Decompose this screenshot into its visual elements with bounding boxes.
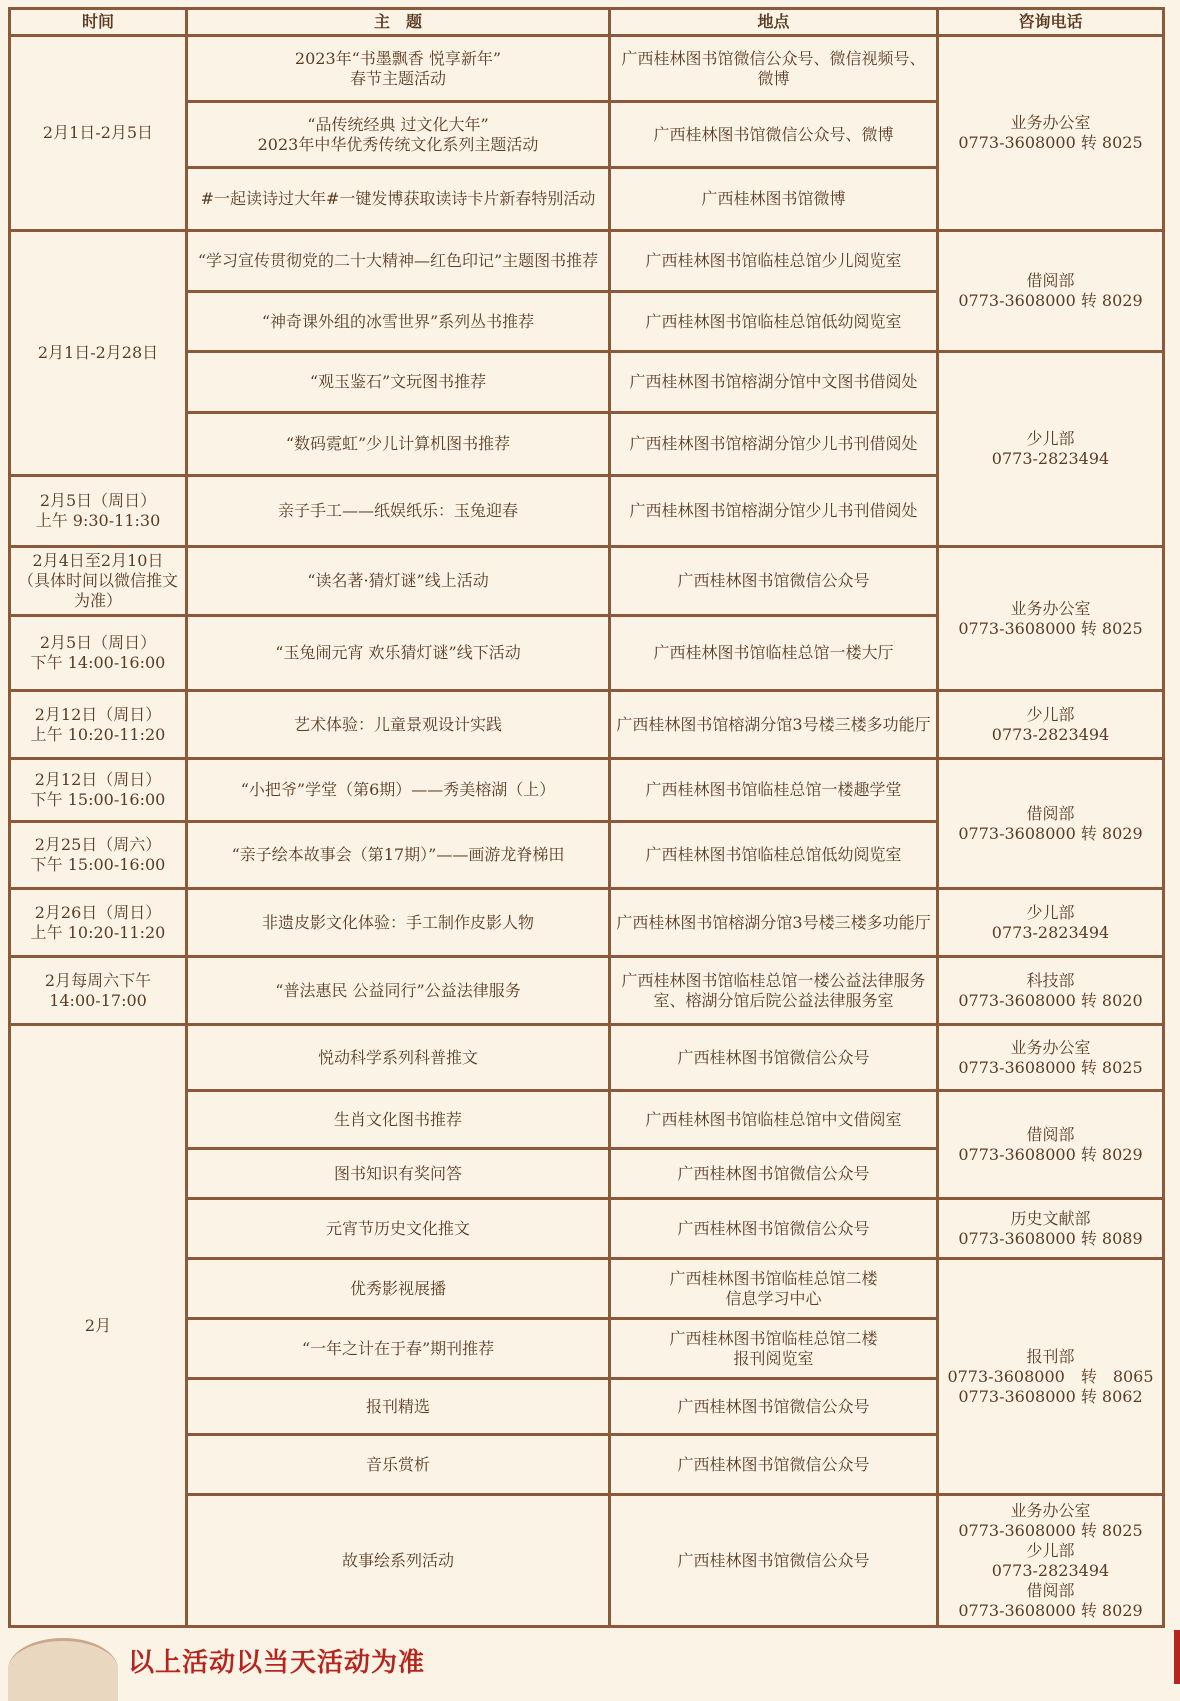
- header-topic: 主 题: [187, 9, 610, 36]
- topic-cell: “观玉鉴石”文玩图书推荐: [187, 352, 610, 413]
- time-cell: 2月5日（周日） 下午 14:00-16:00: [10, 616, 187, 691]
- phone-cell: 业务办公室 0773-3608000 转 8025 少儿部 0773-2823494 借阅部 0773-3608000 转 8029: [938, 1495, 1164, 1627]
- topic-cell: “神奇课外组的冰雪世界”系列丛书推荐: [187, 292, 610, 352]
- topic-cell: 2023年“书墨飘香 悦享新年” 春节主题活动: [187, 36, 610, 102]
- phone-cell: 少儿部 0773-2823494: [938, 352, 1164, 547]
- time-cell: 2月25日（周六） 下午 15:00-16:00: [10, 822, 187, 889]
- phone-cell: 报刊部 0773-3608000 转 8065 0773-3608000 转 8062: [938, 1259, 1164, 1495]
- phone-cell: 历史文献部 0773-3608000 转 8089: [938, 1199, 1164, 1259]
- topic-cell: “小把爷”学堂（第6期）——秀美榕湖（上）: [187, 759, 610, 822]
- activity-schedule: [8, 7, 1162, 1628]
- time-cell: 2月26日（周日） 上午 10:20-11:20: [10, 889, 187, 957]
- topic-cell: 图书知识有奖问答: [187, 1149, 610, 1199]
- table-row: [10, 36, 1164, 102]
- time-cell: 2月1日-2月28日: [10, 231, 187, 476]
- table-row: [10, 759, 1164, 822]
- topic-cell: 报刊精选: [187, 1379, 610, 1435]
- table-row: [10, 957, 1164, 1025]
- phone-cell: 借阅部 0773-3608000 转 8029: [938, 231, 1164, 352]
- phone-cell: 业务办公室 0773-3608000 转 8025: [938, 547, 1164, 691]
- topic-cell: 优秀影视展播: [187, 1259, 610, 1319]
- time-cell: 2月12日（周日） 下午 15:00-16:00: [10, 759, 187, 822]
- location-cell: 广西桂林图书馆微信公众号: [610, 1379, 938, 1435]
- header-time: 时间: [10, 9, 187, 36]
- location-cell: 广西桂林图书馆临桂总馆一楼大厅: [610, 616, 938, 691]
- phone-cell: 借阅部 0773-3608000 转 8029: [938, 759, 1164, 889]
- location-cell: 广西桂林图书馆临桂总馆二楼 信息学习中心: [610, 1259, 938, 1319]
- location-cell: 广西桂林图书馆临桂总馆低幼阅览室: [610, 822, 938, 889]
- topic-cell: 生肖文化图书推荐: [187, 1091, 610, 1149]
- header-phone: 咨询电话: [938, 9, 1164, 36]
- decorative-bowl-icon: [8, 1638, 118, 1701]
- topic-cell: 悦动科学系列科普推文: [187, 1025, 610, 1091]
- phone-cell: 业务办公室 0773-3608000 转 8025: [938, 36, 1164, 231]
- table-row: [10, 547, 1164, 616]
- location-cell: 广西桂林图书馆榕湖分馆3号楼三楼多功能厅: [610, 889, 938, 957]
- location-cell: 广西桂林图书馆微信公众号: [610, 1025, 938, 1091]
- location-cell: 广西桂林图书馆临桂总馆少儿阅览室: [610, 231, 938, 292]
- location-cell: 广西桂林图书馆临桂总馆一楼公益法律服务室、榕湖分馆后院公益法律服务室: [610, 957, 938, 1025]
- time-cell: 2月12日（周日） 上午 10:20-11:20: [10, 691, 187, 759]
- topic-cell: 非遗皮影文化体验：手工制作皮影人物: [187, 889, 610, 957]
- topic-cell: 艺术体验：儿童景观设计实践: [187, 691, 610, 759]
- schedule-table: [8, 7, 1165, 1628]
- phone-cell: 科技部 0773-3608000 转 8020: [938, 957, 1164, 1025]
- table-row: [10, 1025, 1164, 1091]
- location-cell: 广西桂林图书馆微信公众号、微博: [610, 102, 938, 168]
- table-row: [10, 889, 1164, 957]
- location-cell: 广西桂林图书馆榕湖分馆少儿书刊借阅处: [610, 476, 938, 547]
- location-cell: 广西桂林图书馆临桂总馆中文借阅室: [610, 1091, 938, 1149]
- location-cell: 广西桂林图书馆微信公众号: [610, 1435, 938, 1495]
- table-row: [10, 231, 1164, 292]
- location-cell: 广西桂林图书馆微信公众号: [610, 1199, 938, 1259]
- location-cell: 广西桂林图书馆临桂总馆一楼趣学堂: [610, 759, 938, 822]
- location-cell: 广西桂林图书馆微信公众号: [610, 547, 938, 616]
- topic-cell: “一年之计在于春”期刊推荐: [187, 1319, 610, 1379]
- topic-cell: “亲子绘本故事会（第17期）”——画游龙脊梯田: [187, 822, 610, 889]
- phone-cell: 少儿部 0773-2823494: [938, 889, 1164, 957]
- topic-cell: 故事绘系列活动: [187, 1495, 610, 1627]
- decorative-border: [1174, 1630, 1180, 1684]
- topic-cell: “普法惠民 公益同行”公益法律服务: [187, 957, 610, 1025]
- location-cell: 广西桂林图书馆微信公众号: [610, 1149, 938, 1199]
- footer: [0, 1630, 1180, 1684]
- time-cell: 2月: [10, 1025, 187, 1627]
- location-cell: 广西桂林图书馆临桂总馆二楼 报刊阅览室: [610, 1319, 938, 1379]
- header-location: 地点: [610, 9, 938, 36]
- location-cell: 广西桂林图书馆微博: [610, 168, 938, 231]
- time-cell: 2月1日-2月5日: [10, 36, 187, 231]
- topic-cell: “玉兔闹元宵 欢乐猜灯谜”线下活动: [187, 616, 610, 691]
- table-row: [10, 691, 1164, 759]
- phone-cell: 业务办公室 0773-3608000 转 8025: [938, 1025, 1164, 1091]
- topic-cell: “品传统经典 过文化大年” 2023年中华优秀传统文化系列主题活动: [187, 102, 610, 168]
- location-cell: 广西桂林图书馆榕湖分馆中文图书借阅处: [610, 352, 938, 413]
- location-cell: 广西桂林图书馆临桂总馆低幼阅览室: [610, 292, 938, 352]
- topic-cell: 亲子手工——纸娱纸乐：玉兔迎春: [187, 476, 610, 547]
- topic-cell: 音乐赏析: [187, 1435, 610, 1495]
- topic-cell: “读名著·猜灯谜”线上活动: [187, 547, 610, 616]
- topic-cell: #一起读诗过大年#一键发博获取读诗卡片新春特别活动: [187, 168, 610, 231]
- footer-note: 以上活动以当天活动为准: [128, 1648, 426, 1678]
- location-cell: 广西桂林图书馆微信公众号、微信视频号、微博: [610, 36, 938, 102]
- location-cell: 广西桂林图书馆微信公众号: [610, 1495, 938, 1627]
- time-cell: 2月5日（周日） 上午 9:30-11:30: [10, 476, 187, 547]
- time-cell: 2月4日至2月10日 （具体时间以微信推文为准）: [10, 547, 187, 616]
- topic-cell: 元宵节历史文化推文: [187, 1199, 610, 1259]
- time-cell: 2月每周六下午 14:00-17:00: [10, 957, 187, 1025]
- phone-cell: 借阅部 0773-3608000 转 8029: [938, 1091, 1164, 1199]
- phone-cell: 少儿部 0773-2823494: [938, 691, 1164, 759]
- header-row: [10, 9, 1164, 36]
- location-cell: 广西桂林图书馆榕湖分馆3号楼三楼多功能厅: [610, 691, 938, 759]
- location-cell: 广西桂林图书馆榕湖分馆少儿书刊借阅处: [610, 413, 938, 476]
- topic-cell: “数码霓虹”少儿计算机图书推荐: [187, 413, 610, 476]
- topic-cell: “学习宣传贯彻党的二十大精神—红色印记”主题图书推荐: [187, 231, 610, 292]
